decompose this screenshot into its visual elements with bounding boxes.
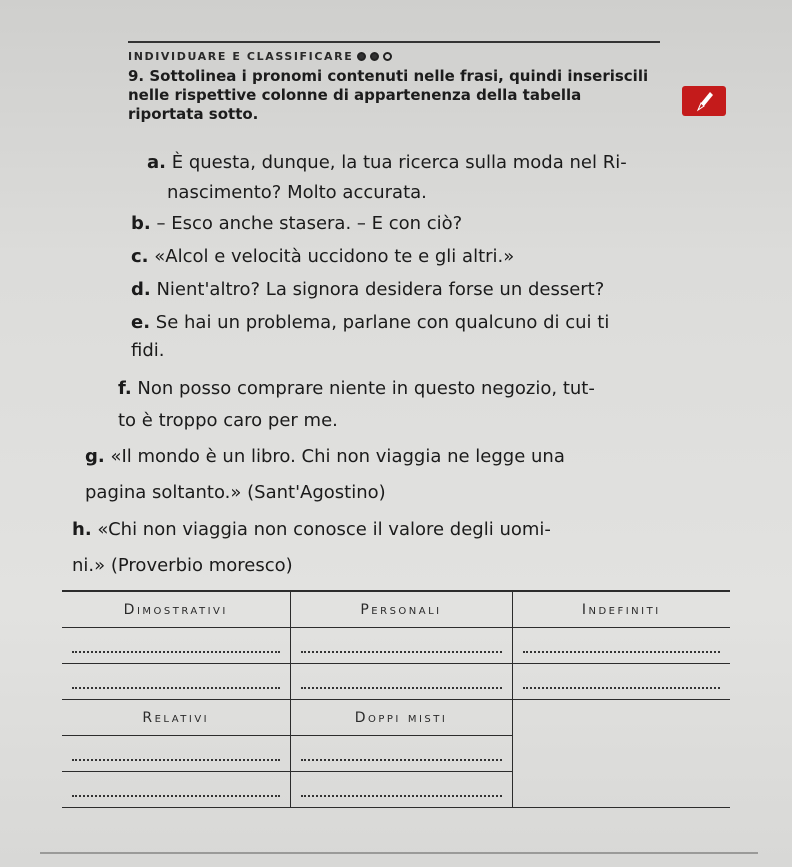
answer-line[interactable] [301, 747, 502, 761]
exercise-item-c [131, 238, 514, 275]
section-header-label: INDIVIDUARE E CLASSIFICARE [128, 50, 354, 63]
pronoun-classification-table [62, 590, 730, 808]
item-text-line2: fidi. [131, 340, 165, 361]
item-letter: a. [147, 152, 166, 173]
answer-line[interactable] [301, 783, 502, 797]
empty-cell [512, 736, 730, 772]
item-letter: b. [131, 213, 151, 234]
answer-line[interactable] [72, 639, 280, 653]
answer-line[interactable] [72, 747, 280, 761]
difficulty-dot-1-icon [357, 52, 366, 61]
item-text-line2: to è troppo caro per me. [118, 410, 338, 431]
item-text-line1: – Esco anche stasera. – E con ciò? [156, 213, 463, 234]
header-indefiniti: Indefiniti [512, 591, 730, 628]
item-letter: e. [131, 312, 151, 333]
instructions-text: Sottolinea i pronomi contenuti nelle frasi, quindi inseriscili nelle rispettive colonne di appartenenza della tabella riportata sotto. [128, 67, 649, 123]
table-header-row [62, 700, 730, 736]
item-text-line1: Non posso comprare niente in questo negozio, tut- [137, 378, 595, 399]
item-letter: g. [85, 446, 105, 467]
item-text-line1: «Chi non viaggia non conosce il valore degli uomi- [97, 519, 551, 540]
exercise-item-g [85, 438, 565, 475]
header-personali: Personali [290, 591, 512, 628]
item-text-line2: pagina soltanto.» (Sant'Agostino) [85, 482, 386, 503]
item-letter: c. [131, 246, 149, 267]
answer-line[interactable] [72, 783, 280, 797]
exercise-number: 9. [128, 67, 145, 85]
exercise-item-e [131, 304, 609, 341]
answer-line[interactable] [523, 675, 721, 689]
answer-line[interactable] [523, 639, 721, 653]
difficulty-dot-3-icon [383, 52, 392, 61]
bottom-rule [40, 852, 758, 854]
exercise-item-f-cont [118, 402, 338, 439]
table-row [62, 628, 730, 664]
table-row [62, 772, 730, 808]
empty-cell [512, 700, 730, 736]
top-rule [128, 41, 660, 43]
item-text-line2: ni.» (Proverbio moresco) [72, 555, 293, 576]
exercise-item-b [131, 205, 462, 242]
empty-cell [512, 772, 730, 808]
answer-line[interactable] [301, 639, 502, 653]
answer-line[interactable] [301, 675, 502, 689]
pencil-icon [682, 86, 726, 116]
item-text-line1: «Alcol e velocità uccidono te e gli altri.» [154, 246, 515, 267]
exercise-item-h [72, 511, 551, 548]
exercise-item-e-cont [131, 332, 165, 369]
table-row [62, 664, 730, 700]
exercise-item-h-cont [72, 547, 293, 584]
item-letter: f. [118, 378, 132, 399]
item-letter: h. [72, 519, 92, 540]
section-header [128, 50, 392, 63]
exercise-item-d [131, 271, 604, 308]
header-dimostrativi: Dimostrativi [62, 591, 290, 628]
difficulty-dot-2-icon [370, 52, 379, 61]
exercise-instructions [128, 67, 658, 124]
item-text-line1: «Il mondo è un libro. Chi non viaggia ne legge una [110, 446, 565, 467]
table-header-row [62, 591, 730, 628]
answer-line[interactable] [72, 675, 280, 689]
item-text-line1: Se hai un problema, parlane con qualcuno di cui ti [155, 312, 610, 333]
item-text-line2: nascimento? Molto accurata. [167, 182, 427, 203]
header-relativi: Relativi [62, 700, 290, 736]
header-doppi-misti: Doppi misti [290, 700, 512, 736]
item-text-line1: È questa, dunque, la tua ricerca sulla moda nel Ri- [171, 152, 627, 173]
item-text-line1: Nient'altro? La signora desidera forse un dessert? [156, 279, 605, 300]
table-row [62, 736, 730, 772]
exercise-item-g-cont [85, 474, 386, 511]
item-letter: d. [131, 279, 151, 300]
